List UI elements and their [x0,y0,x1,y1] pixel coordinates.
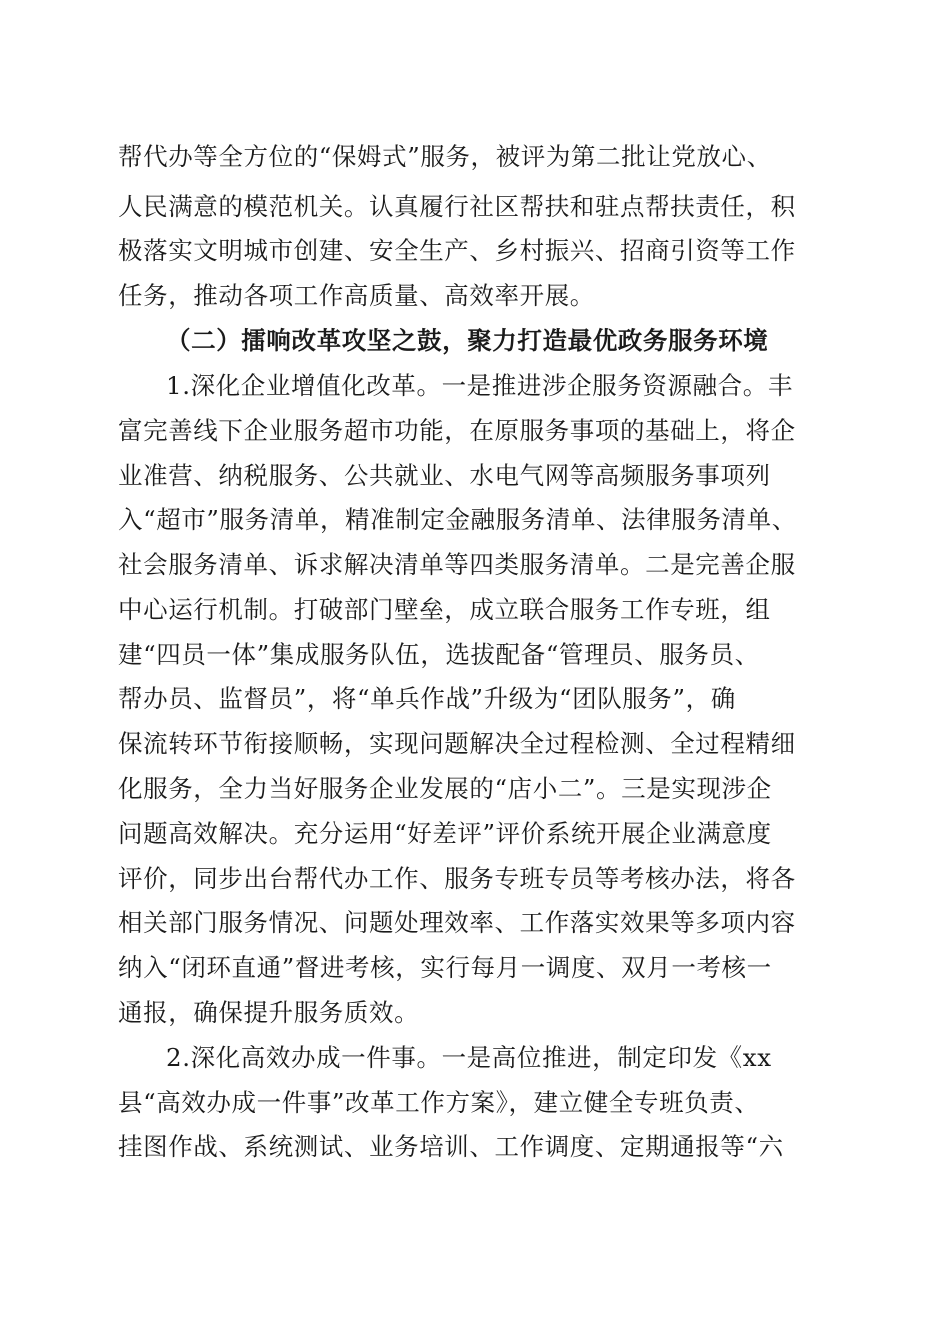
paragraph-2-line-5: 社会服务清单、诉求解决清单等四类服务清单。二是完善企服 [118,550,796,579]
paragraph-2-line-10: 化服务，全力当好服务企业发展的“店小二”。三是实现涉企 [118,774,772,803]
paragraph-2-line-15: 通报，确保提升服务质效。 [118,998,420,1027]
paragraph-2-line-6: 中心运行机制。打破部门壁垒，成立联合服务工作专班，组 [118,595,771,624]
paragraph-1-line-3: 极落实文明城市创建、安全生产、乡村振兴、招商引资等工作 [118,236,796,265]
paragraph-2-line-2: 富完善线下企业服务超市功能，在原服务事项的基础上，将企 [118,416,796,445]
paragraph-2-line-14: 纳入“闭环直通”督进考核，实行每月一调度、双月一考核一 [118,953,772,982]
paragraph-2-line-13: 相关部门服务情况、问题处理效率、工作落实效果等多项内容 [118,908,796,937]
paragraph-2-line-7: 建“四员一体”集成服务队伍，选拔配备“管理员、服务员、 [118,640,760,669]
paragraph-2-line-12: 评价，同步出台帮代办工作、服务专班专员等考核办法，将各 [118,864,796,893]
paragraph-2-line-8: 帮办员、监督员”，将“单兵作战”升级为“团队服务”，确 [118,684,736,713]
paragraph-3-line-1: 2.深化高效办成一件事。一是高位推进，制定印发《xx [166,1043,772,1072]
paragraph-2-line-3: 业准营、纳税服务、公共就业、水电气网等高频服务事项列 [118,461,771,490]
paragraph-3-line-3: 挂图作战、系统测试、业务培训、工作调度、定期通报等“六 [118,1132,784,1161]
paragraph-2-line-11: 问题高效解决。充分运用“好差评”评价系统开展企业满意度 [118,819,772,848]
paragraph-1-line-1: 帮代办等全方位的“保姆式”服务，被评为第二批让党放心、 [118,142,772,171]
paragraph-1-line-4: 任务，推动各项工作高质量、高效率开展。 [118,281,595,310]
paragraph-2-line-4: 入“超市”服务清单，精准制定金融服务清单、法律服务清单、 [118,505,797,534]
paragraph-2-line-9: 保流转环节衔接顺畅，实现问题解决全过程检测、全过程精细 [118,729,796,758]
section-heading: （二）擂响改革攻坚之鼓，聚力打造最优政务服务环境 [166,326,769,355]
paragraph-2-line-1: 1.深化企业增值化改革。一是推进涉企服务资源融合。丰 [166,371,793,400]
paragraph-3-line-2: 县“高效办成一件事”改革工作方案》，建立健全专班负责、 [118,1088,760,1117]
paragraph-1-line-2: 人民满意的模范机关。认真履行社区帮扶和驻点帮扶责任，积 [118,192,796,221]
